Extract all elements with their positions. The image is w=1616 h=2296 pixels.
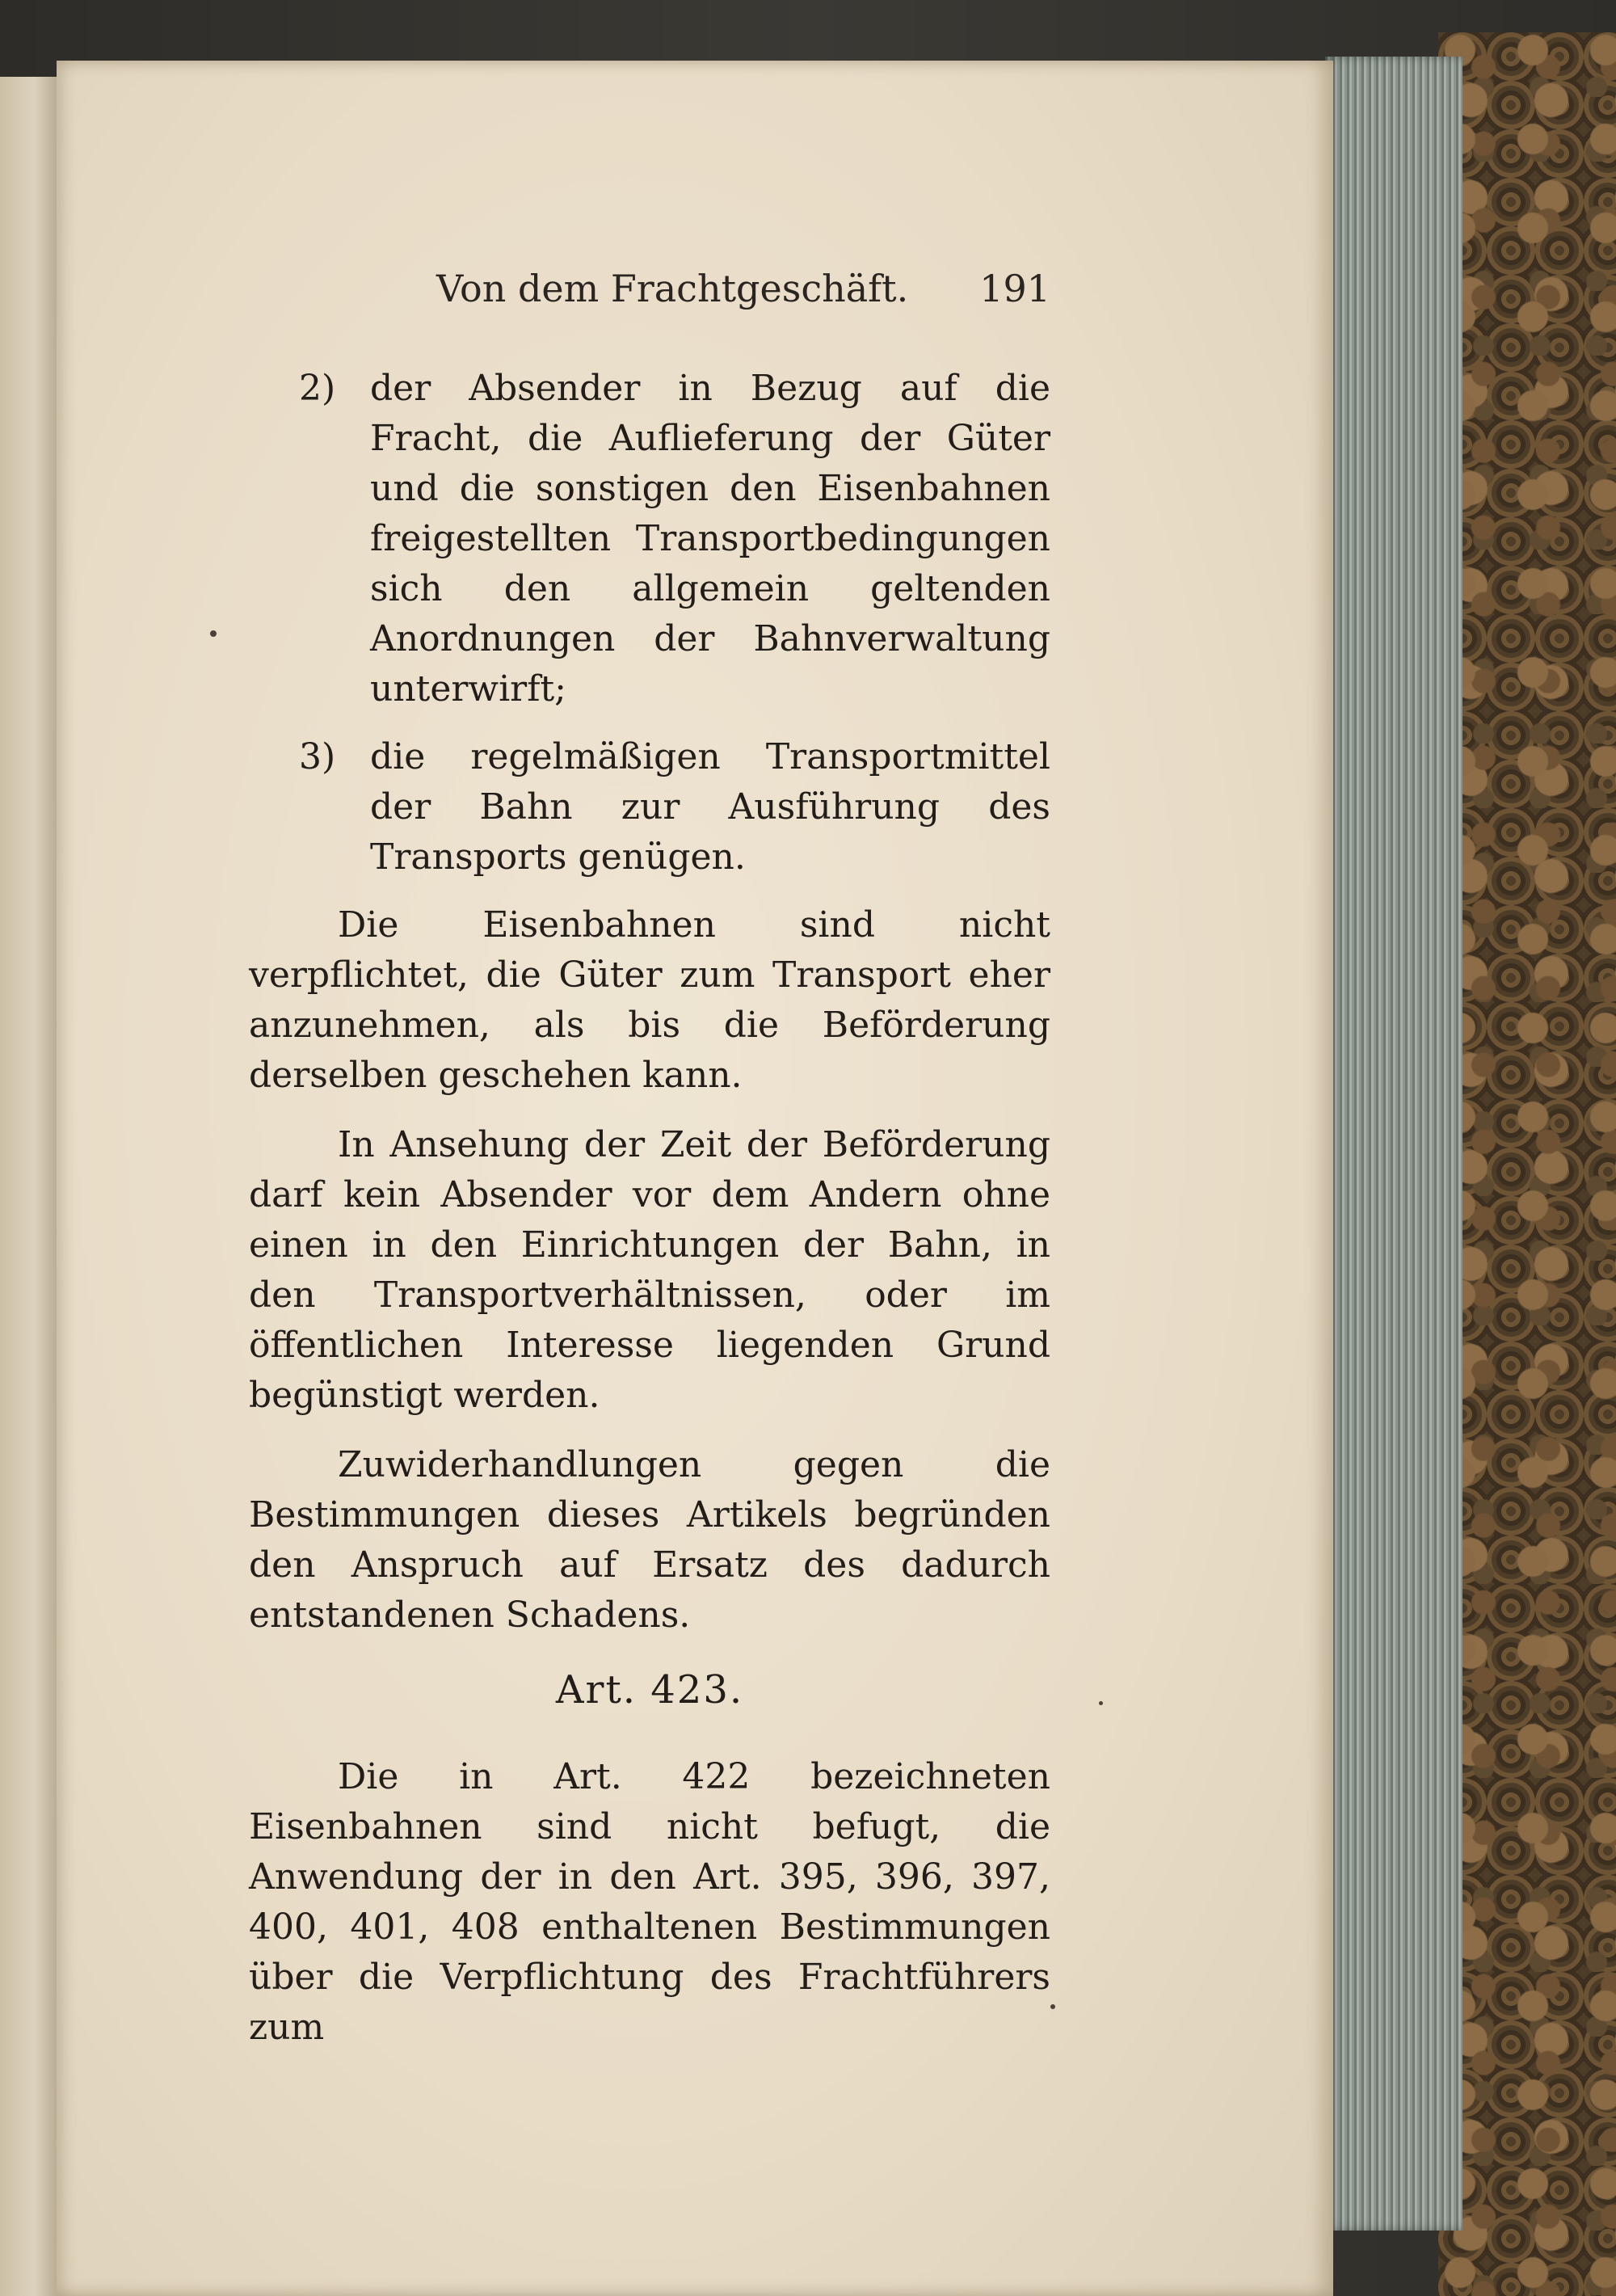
previous-page-edge xyxy=(0,77,57,2296)
page-block-edges xyxy=(1325,57,1462,2231)
page-number: 191 xyxy=(979,267,1050,310)
paragraph-text: In Ansehung der Zeit der Beförderung darf kein Absender vor dem Andern ohne einen in den Einrichtungen der Bahn, in den Transportverhältnissen, oder im öffentlichen Interesse liegenden Grund begünstigt werden. xyxy=(249,1124,1050,1416)
list-item xyxy=(249,732,1050,883)
book-page xyxy=(57,61,1333,2296)
paragraph xyxy=(249,1752,1050,2053)
paragraph-text: Zuwiderhandlungen gegen die Bestimmungen dieses Artikels begründen den Anspruch auf Ersatz des dadurch entstandenen Schadens. xyxy=(249,1444,1050,1636)
marbled-cover xyxy=(1438,32,1616,2296)
paragraph xyxy=(249,900,1050,1101)
list-item-text: die regelmäßigen Transportmittel der Bahn zur Ausführung des Transports genügen. xyxy=(370,736,1050,878)
list-item xyxy=(249,364,1050,714)
article-text: Die in Art. 422 bezeichneten Eisenbahnen sind nicht befugt, die Anwendung der in den Art. 395, 396, 397, 400, 401, 408 enthaltenen Bestimmungen über die Verpflichtung des Frachtführers zum xyxy=(249,1756,1050,2048)
paragraph xyxy=(249,1440,1050,1641)
paragraph xyxy=(249,1120,1050,1421)
paragraph-text: Die Eisenbahnen sind nicht verpflichtet, die Güter zum Transport eher anzunehmen, als bis die Beförderung derselben geschehen kann. xyxy=(249,904,1050,1096)
paper-speck xyxy=(1099,1701,1103,1705)
running-head xyxy=(436,267,1050,323)
list-item-number: 3) xyxy=(299,736,336,777)
list-item-text: der Absender in Bezug auf die Fracht, die Auflieferung der Güter und die sonstigen den Eisenbahnen freigestellten Transportbedingungen sich den allgemein geltenden Anordnungen der Bahnverwaltung unterwirft; xyxy=(370,368,1050,710)
list-item-number: 2) xyxy=(299,368,336,409)
running-head-title: Von dem Frachtgeschäft. xyxy=(436,267,909,310)
article-heading: Art. 423. xyxy=(555,1667,744,1713)
paper-speck xyxy=(210,630,217,637)
paper-speck xyxy=(1050,2004,1055,2009)
text-block xyxy=(249,364,1050,2072)
